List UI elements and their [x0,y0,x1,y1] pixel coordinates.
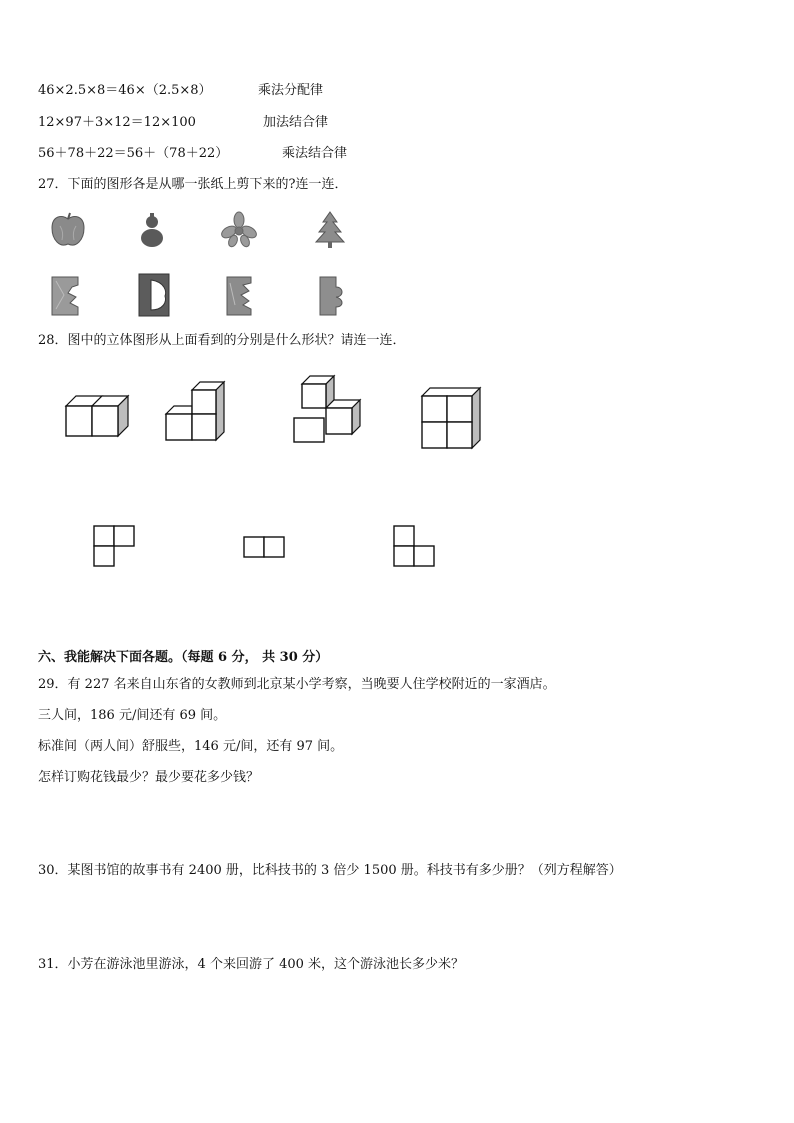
gourd-cutout-icon [138,212,166,250]
tree-cutout-icon [313,210,347,250]
law-name-3: 乘法结合律 [282,146,348,161]
solid-figure-1 [60,390,130,440]
apple-cutout-icon [50,212,86,250]
q29-line-2: 三人间，186 元/间还有 69 间。 [38,708,227,723]
paper-piece-2-icon [137,272,171,318]
section-6-title: 六、我能解决下面各题。（每题 6 分， 共 30 分） [38,650,329,665]
law-expression-3: 56＋78＋22＝56＋（78＋22） [38,146,229,161]
q29-line-4: 怎样订购花钱最少？最少要花多少钱？ [38,770,260,785]
law-expression-1: 46×2.5×8＝46×（2.5×8） [38,83,212,98]
top-view-1 [92,524,138,570]
paper-piece-1-icon [50,275,82,317]
solid-figure-2 [160,376,230,442]
flower-cutout-icon [221,212,257,246]
law-name-1: 乘法分配律 [258,83,324,98]
q29-line-3: 标准间（两人间）舒服些，146 元/间，还有 97 间。 [38,739,344,754]
paper-piece-3-icon [225,275,253,317]
q30-text: 30．某图书馆的故事书有 2400 册，比科技书的 3 倍少 1500 册。科技书有多少册？（列方程解答） [38,863,622,878]
solid-figure-4 [418,384,488,454]
q29-line-1: 29．有 227 名来自山东省的女教师到北京某小学考察，当晚要人住学校附近的一家酒店。 [38,677,556,692]
solid-figure-3 [288,370,364,444]
top-view-3 [392,524,438,570]
q28-text: 28．图中的立体图形从上面看到的分别是什么形状？请连一连． [38,333,406,348]
law-name-2: 加法结合律 [263,115,329,130]
paper-piece-4-icon [318,275,346,317]
law-expression-2: 12×97＋3×12＝12×100 [38,115,196,130]
top-view-2 [242,535,288,561]
q27-text: 27．下面的图形各是从哪一张纸上剪下来的?连一连． [38,177,348,192]
q31-text: 31．小芳在游泳池里游泳，4 个来回游了 400 米，这个游泳池长多少米？ [38,957,465,972]
